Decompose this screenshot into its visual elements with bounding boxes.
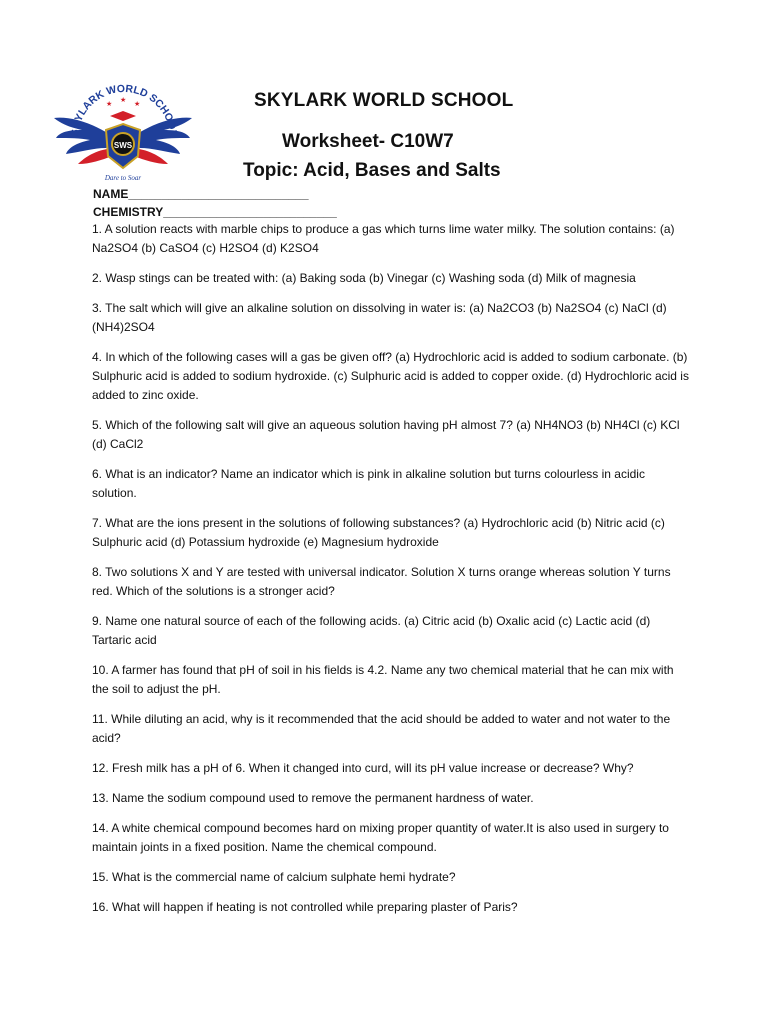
name-field: NAME___________________________ [93,187,309,201]
question-15: 15. What is the commercial name of calcium sulphate hemi hydrate? [92,870,456,884]
question-1: 1. A solution reacts with marble chips to produce a gas which turns lime water milky. The solution contains: (a) Na2SO4 (b) CaSO4 (c) H2SO4 (d) K2SO4 [92,222,675,255]
question-11: 11. While diluting an acid, why is it recommended that the acid should be added to water and not water to the acid? [92,712,671,745]
question-3: 3. The salt which will give an alkaline solution on dissolving in water is: (a) Na2CO3 (b) Na2SO4 (c) NaCl (d) (NH4)2SO4 [92,301,667,334]
logo-monogram: SWS [113,141,133,150]
question-4: 4. In which of the following cases will a gas be given off? (a) Hydrochloric acid is added to sodium carbonate. (b) Sulphuric acid is added to sodium hydroxide. (c) Sulphuric acid is added to copper oxide. (d) Hydrochloric acid is added to zinc oxide. [92,350,689,402]
logo-arc-text: SKYLARK WORLD SCHOOL [68,82,180,137]
question-2: 2. Wasp stings can be treated with: (a) Baking soda (b) Vinegar (c) Washing soda (d) Milk of magnesia [92,271,636,285]
graduation-cap-icon [110,111,136,121]
chemistry-field: CHEMISTRY__________________________ [93,205,337,219]
question-8: 8. Two solutions X and Y are tested with universal indicator. Solution X turns orange whereas solution Y turns red. Which of the solutions is a stronger acid? [92,565,671,598]
question-list [92,220,692,928]
topic-title: Topic: Acid, Bases and Salts [243,160,501,181]
question-16: 16. What will happen if heating is not controlled while preparing plaster of Paris? [92,900,518,914]
svg-text:★: ★ [120,97,127,104]
question-9: 9. Name one natural source of each of the following acids. (a) Citric acid (b) Oxalic acid (c) Lactic acid (d) Tartaric acid [92,614,651,647]
question-13: 13. Name the sodium compound used to remove the permanent hardness of water. [92,791,534,805]
question-12: 12. Fresh milk has a pH of 6. When it changed into curd, will its pH value increase or decrease? Why? [92,761,634,775]
svg-text:★: ★ [134,101,141,108]
question-5: 5. Which of the following salt will give an aqueous solution having pH almost 7? (a) NH4NO3 (b) NH4Cl (c) KCl (d) CaCl2 [92,418,680,451]
question-14: 14. A white chemical compound becomes hard on mixing proper quantity of water.It is also used in surgery to maintain joints in a fixed position. Name the chemical compound. [92,821,669,854]
school-logo [50,68,195,193]
svg-text:★: ★ [106,101,113,108]
question-6: 6. What is an indicator? Name an indicator which is pink in alkaline solution but turns colourless in acidic solution. [92,467,645,500]
logo-motto: Dare to Soar [104,174,142,182]
question-7: 7. What are the ions present in the solutions of following substances? (a) Hydrochloric acid (b) Nitric acid (c) Sulphuric acid (d) Potassium hydroxide (e) Magnesium hydroxide [92,516,665,549]
worksheet-title: Worksheet- C10W7 [282,131,454,152]
school-name: SKYLARK WORLD SCHOOL [254,90,514,111]
question-10: 10. A farmer has found that pH of soil in his fields is 4.2. Name any two chemical material that he can mix with the soil to adjust the pH. [92,663,674,696]
